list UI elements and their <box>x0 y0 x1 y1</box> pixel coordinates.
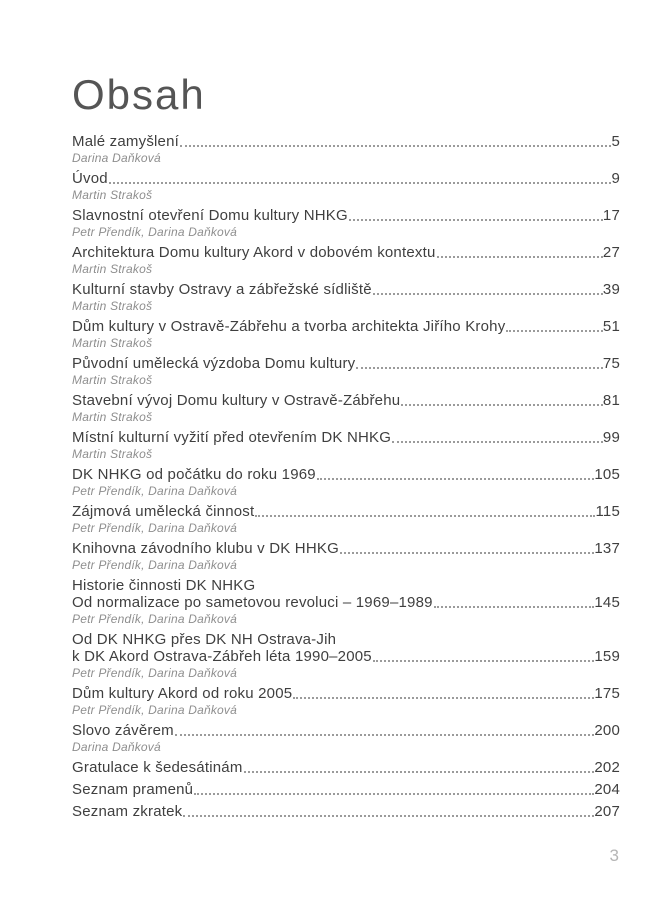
toc-entry-row <box>72 803 620 820</box>
toc-list <box>72 133 620 820</box>
toc-entry-title: Slavnostní otevření Domu kultury NHKG <box>72 207 348 224</box>
toc-entry-title: k DK Akord Ostrava-Zábřeh léta 1990–2005 <box>72 648 372 665</box>
toc-entry <box>72 244 620 276</box>
toc-entry-row <box>72 722 620 739</box>
toc-entry-authors: Martin Strakoš <box>72 336 153 350</box>
toc-entry-title: Úvod <box>72 170 108 187</box>
toc-entry <box>72 503 620 535</box>
toc-entry-page-number: 105 <box>594 466 620 483</box>
toc-entry-row <box>72 429 620 446</box>
dotted-leader <box>434 606 595 608</box>
toc-entry <box>72 170 620 202</box>
toc-entry-title: Architektura Domu kultury Akord v dobovém kontextu <box>72 244 436 261</box>
toc-entry-page-number: 81 <box>602 392 620 409</box>
toc-entry-title: Seznam zkratek <box>72 803 183 820</box>
page-title: Obsah <box>72 71 206 118</box>
dotted-leader <box>180 145 611 147</box>
toc-entry-authors: Martin Strakoš <box>72 262 153 276</box>
toc-entry <box>72 577 620 626</box>
toc-entry <box>72 207 620 239</box>
toc-entry-authors: Petr Přendík, Darina Daňková <box>72 484 238 498</box>
dotted-leader <box>175 734 595 736</box>
toc-entry-row <box>72 207 620 224</box>
folio-page-number: 3 <box>609 846 619 865</box>
dotted-leader <box>373 293 603 295</box>
toc-entry-row <box>72 318 620 335</box>
dotted-leader <box>392 441 603 443</box>
toc-entry-row <box>72 781 620 798</box>
toc-entry <box>72 429 620 461</box>
toc-entry-title: Malé zamyšlení <box>72 133 180 150</box>
toc-entry-page-number: 200 <box>594 722 620 739</box>
toc-entry-row <box>72 466 620 483</box>
toc-entry-title: Gratulace k šedesátinám <box>72 759 243 776</box>
dotted-leader <box>401 404 603 406</box>
toc-entry-title: DK NHKG od počátku do roku 1969 <box>72 466 316 483</box>
toc-entry-page-number: 115 <box>595 503 620 520</box>
toc-entry-title: Seznam pramenů <box>72 781 194 798</box>
toc-entry-title: Knihovna závodního klubu v DK HHKG <box>72 540 339 557</box>
toc-entry-page-number: 9 <box>611 170 620 187</box>
toc-entry-title: Původní umělecká výzdoba Domu kultury <box>72 355 356 372</box>
toc-entry <box>72 355 620 387</box>
toc-entry-authors: Petr Přendík, Darina Daňková <box>72 225 238 239</box>
toc-entry-row <box>72 540 620 557</box>
dotted-leader <box>317 478 595 480</box>
toc-entry <box>72 685 620 717</box>
toc-entry-page-number: 207 <box>594 803 620 820</box>
toc-entry <box>72 281 620 313</box>
toc-entry <box>72 392 620 424</box>
toc-entry <box>72 133 620 165</box>
toc-entry-authors: Petr Přendík, Darina Daňková <box>72 666 238 680</box>
toc-entry-page-number: 17 <box>602 207 620 224</box>
dotted-leader <box>255 515 595 517</box>
toc-entry-page-number: 202 <box>594 759 620 776</box>
dotted-leader <box>349 219 603 221</box>
toc-entry-title: Slovo závěrem <box>72 722 174 739</box>
dotted-leader <box>244 771 595 773</box>
toc-entry-authors: Darina Daňková <box>72 151 161 165</box>
toc-entry-page-number: 175 <box>594 685 620 702</box>
toc-entry-authors: Petr Přendík, Darina Daňková <box>72 612 238 626</box>
toc-entry-row <box>72 281 620 298</box>
toc-entry-row <box>72 503 620 520</box>
toc-entry-row <box>72 685 620 702</box>
dotted-leader <box>506 330 603 332</box>
toc-entry-authors: Martin Strakoš <box>72 373 153 387</box>
toc-entry <box>72 540 620 572</box>
toc-entry-row <box>72 355 620 372</box>
toc-entry-page-number: 51 <box>602 318 620 335</box>
toc-entry-page-number: 39 <box>602 281 620 298</box>
dotted-leader <box>293 697 594 699</box>
toc-entry <box>72 781 620 798</box>
toc-entry-page-number: 145 <box>594 594 620 611</box>
dotted-leader <box>183 815 594 817</box>
toc-entry-title: Od DK NHKG přes DK NH Ostrava-Jih <box>72 631 337 648</box>
toc-entry <box>72 631 620 680</box>
dotted-leader <box>194 793 594 795</box>
toc-entry <box>72 803 620 820</box>
toc-entry-row <box>72 392 620 409</box>
toc-entry-authors: Darina Daňková <box>72 740 161 754</box>
toc-entry-authors: Martin Strakoš <box>72 299 153 313</box>
toc-entry-page-number: 137 <box>594 540 620 557</box>
toc-entry-row <box>72 170 620 187</box>
toc-entry-title: Místní kulturní vyžití před otevřením DK NHKG <box>72 429 392 446</box>
toc-entry-row <box>72 594 620 611</box>
toc-entry <box>72 466 620 498</box>
toc-entry <box>72 722 620 754</box>
toc-entry-authors: Martin Strakoš <box>72 447 153 461</box>
toc-entry-authors: Petr Přendík, Darina Daňková <box>72 521 238 535</box>
toc-entry-page-number: 5 <box>611 133 620 150</box>
dotted-leader <box>340 552 594 554</box>
toc-entry-row <box>72 648 620 665</box>
toc-entry-title: Zájmová umělecká činnost <box>72 503 255 520</box>
toc-entry-title: Dům kultury Akord od roku 2005 <box>72 685 293 702</box>
toc-entry-page-number: 159 <box>594 648 620 665</box>
toc-entry-row <box>72 759 620 776</box>
toc-entry <box>72 318 620 350</box>
toc-entry-page-number: 99 <box>602 429 620 446</box>
toc-entry-title: Historie činnosti DK NHKG <box>72 577 256 594</box>
dotted-leader <box>373 660 595 662</box>
dotted-leader <box>109 182 612 184</box>
toc-entry-page-number: 75 <box>602 355 620 372</box>
toc-entry-authors: Martin Strakoš <box>72 188 153 202</box>
toc-entry-page-number: 204 <box>594 781 620 798</box>
toc-entry-row <box>72 133 620 150</box>
toc-entry-title: Dům kultury v Ostravě-Zábřehu a tvorba architekta Jiřího Krohy <box>72 318 506 335</box>
toc-entry-authors: Petr Přendík, Darina Daňková <box>72 558 238 572</box>
toc-entry-page-number: 27 <box>602 244 620 261</box>
toc-entry <box>72 759 620 776</box>
toc-entry-authors: Martin Strakoš <box>72 410 153 424</box>
toc-entry-authors: Petr Přendík, Darina Daňková <box>72 703 238 717</box>
dotted-leader <box>356 367 603 369</box>
dotted-leader <box>437 256 603 258</box>
toc-entry-title: Stavební vývoj Domu kultury v Ostravě-Zábřehu <box>72 392 401 409</box>
toc-entry-title: Kulturní stavby Ostravy a zábřežské sídliště <box>72 281 372 298</box>
toc-entry-row <box>72 244 620 261</box>
toc-entry-title: Od normalizace po sametovou revoluci – 1969–1989 <box>72 594 433 611</box>
